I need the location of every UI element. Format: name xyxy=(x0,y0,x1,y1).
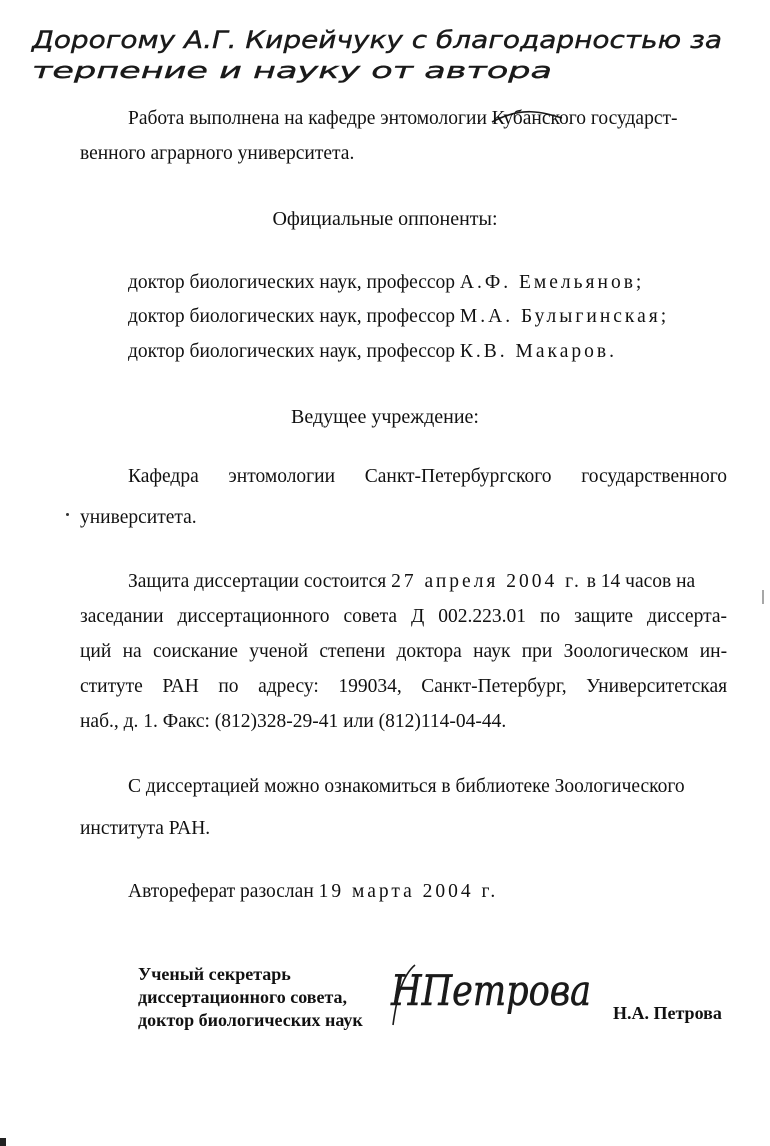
defense-pre: Защита диссертации состоится xyxy=(128,571,387,592)
word: при xyxy=(521,641,553,662)
opponent-2 xyxy=(128,305,669,329)
handwritten-signature xyxy=(385,955,610,1035)
defense-time: в 14 часов на xyxy=(586,571,696,592)
opponent-1 xyxy=(128,271,644,295)
leading-line-1 xyxy=(128,465,727,489)
defense-line-4 xyxy=(80,675,727,699)
opponent-2-name: М.А. Булыгинская; xyxy=(459,306,670,327)
distributed-line xyxy=(128,880,498,904)
word: Санкт-Петербургского xyxy=(364,466,552,487)
word: 199034, xyxy=(338,676,402,697)
word: Университетская xyxy=(586,676,728,697)
scan-edge-mark xyxy=(762,590,764,604)
svg-text:Дорогому А.Г. Кирейчуку с благ: Дорогому А.Г. Кирейчуку с благодарностью за xyxy=(30,26,723,54)
secretary-title-3: доктор биологических наук xyxy=(138,1010,363,1030)
leading-heading: Ведущее учреждение: xyxy=(291,406,479,428)
intro-line-1: Работа выполнена на кафедре энтомологии Кубанского государст- xyxy=(128,108,678,129)
intro-line-2: венного аграрного университета. xyxy=(80,143,355,164)
word: диссерта- xyxy=(647,606,727,627)
word: Зоологическом xyxy=(563,641,689,662)
word: адресу: xyxy=(258,676,319,697)
word: наук xyxy=(473,641,511,662)
word: ций xyxy=(80,641,112,662)
word: 002.223.01 xyxy=(438,606,526,627)
defense-line-3 xyxy=(80,640,727,664)
distributed-prefix: Автореферат разослан xyxy=(128,881,314,902)
opponents-heading: Официальные оппоненты: xyxy=(272,208,498,230)
word: по xyxy=(539,606,561,627)
scan-edge-mark xyxy=(0,1138,6,1146)
opponent-3-name: К.В. Макаров. xyxy=(459,341,617,362)
defense-line-1 xyxy=(128,570,695,594)
word: степени xyxy=(319,641,386,662)
word: РАН xyxy=(162,676,199,697)
word: ин- xyxy=(699,641,728,662)
svg-text:терпение и науку от автора: терпение и науку от автора xyxy=(32,59,552,84)
word: соискание xyxy=(153,641,238,662)
word: Санкт-Петербург, xyxy=(421,676,567,697)
leading-line-2: университета. xyxy=(80,507,197,528)
word: на xyxy=(122,641,142,662)
opponent-1-name: А.Ф. Емельянов; xyxy=(459,272,645,293)
distributed-date: 19 марта 2004 г. xyxy=(318,881,499,902)
word: заседании xyxy=(80,606,164,627)
svg-text:НПетрова: НПетрова xyxy=(390,966,591,1015)
opponent-3 xyxy=(128,340,617,364)
secretary-name: Н.А. Петрова xyxy=(613,1003,722,1023)
library-line-2: института РАН. xyxy=(80,818,211,839)
defense-date: 27 апреля 2004 г. xyxy=(391,571,582,592)
word: совета xyxy=(343,606,398,627)
word: государственного xyxy=(581,466,728,487)
word: диссертационного xyxy=(177,606,330,627)
library-line-1: С диссертацией можно ознакомиться в библиотеке Зоологического xyxy=(128,776,685,797)
handwritten-dedication xyxy=(22,18,742,88)
word: по xyxy=(218,676,239,697)
defense-line-2 xyxy=(80,605,727,629)
opponent-2-title: доктор биологических наук, профессор xyxy=(128,306,456,327)
defense-line-5: наб., д. 1. Факс: (812)328-29-41 или (812)114-04-44. xyxy=(80,711,507,732)
opponent-3-title: доктор биологических наук, профессор xyxy=(128,341,456,362)
scan-speck xyxy=(66,513,69,516)
word: доктора xyxy=(396,641,462,662)
word: ституте xyxy=(80,676,143,697)
secretary-title-1: Ученый секретарь xyxy=(138,964,291,984)
opponent-1-title: доктор биологических наук, профессор xyxy=(128,272,456,293)
word: Кафедра xyxy=(128,466,199,487)
word: ученой xyxy=(249,641,309,662)
secretary-title-2: диссертационного совета, xyxy=(138,987,348,1007)
word: Д xyxy=(410,606,425,627)
word: защите xyxy=(574,606,634,627)
word: энтомологии xyxy=(228,466,336,487)
